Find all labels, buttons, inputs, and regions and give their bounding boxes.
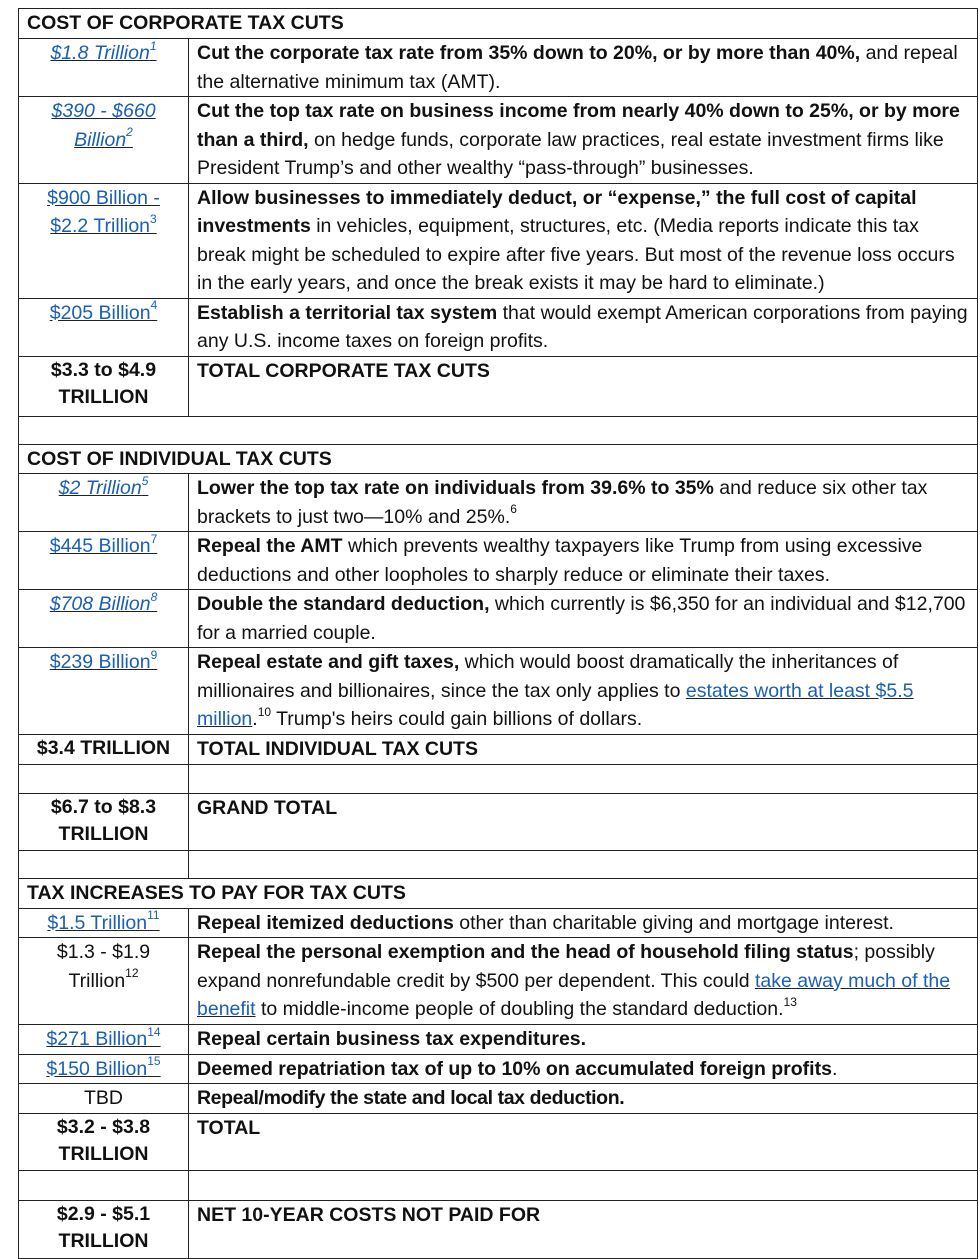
- description-cell: [189, 97, 978, 184]
- amount-cell: [19, 298, 189, 356]
- description-bold: Repeal itemized deductions: [197, 911, 454, 934]
- description-text: ; possibly expand nonrefundable credit by $500 per dependent. This could: [197, 941, 935, 992]
- amount-text: $239 Billion: [49, 651, 151, 673]
- amount-cell: [19, 97, 189, 184]
- total-amount-line2: TRILLION: [58, 1142, 149, 1165]
- tax-cuts-table: [18, 8, 978, 1259]
- amount-cell: [19, 1054, 189, 1084]
- net-amount-line2: TRILLION: [58, 1229, 149, 1252]
- description-cell: [189, 298, 978, 356]
- amount-text: Billion: [74, 128, 127, 151]
- spacer-row: [19, 850, 978, 878]
- amount-text: $1.3 - $1.9: [56, 941, 151, 963]
- grand-total-line2: TRILLION: [58, 822, 149, 845]
- spacer-row: [19, 416, 978, 444]
- amount-cell: [19, 39, 189, 97]
- description-bold: Double the standard deduction,: [197, 593, 490, 615]
- footnote-ref: 15: [147, 1054, 161, 1068]
- footnote-ref: 6: [510, 502, 517, 516]
- table-row: [19, 908, 978, 938]
- section-header-row: [19, 9, 978, 39]
- amount-text: $390 - $660: [51, 100, 156, 122]
- description-text: other than charitable giving and mortgage interest.: [453, 911, 894, 934]
- amount-text: $271 Billion: [46, 1028, 148, 1050]
- footnote-ref: 8: [150, 589, 158, 604]
- footnote-ref: 13: [783, 994, 797, 1009]
- total-amount-line1: $3.2 - $3.8: [56, 1115, 151, 1138]
- amount-text: $2 Trillion: [58, 477, 142, 499]
- footnote-ref: 7: [150, 531, 158, 546]
- spacer-cell: [19, 416, 978, 444]
- grand-total-label: GRAND TOTAL: [189, 793, 978, 850]
- description-cell: [189, 1084, 978, 1114]
- description-text: .: [831, 1057, 838, 1080]
- description-text: which currently is $6,350 for an individual and $12,700 for a married couple.: [197, 593, 966, 644]
- description-text: in vehicles, equipment, structures, etc. (Media reports indicate this tax break might be scheduled to expire after five years. But most of the revenue loss occurs in the early years, and once the break exists it may be hard to eliminate.): [197, 215, 955, 294]
- amount-text: $205 Billion: [49, 301, 151, 324]
- spacer-cell: [189, 1170, 978, 1200]
- footnote-ref: 2: [126, 125, 133, 139]
- table-row: [19, 97, 978, 184]
- spacer-cell: [189, 764, 978, 793]
- description-bold: Establish a territorial tax system: [197, 301, 498, 324]
- description-text: and repeal the alternative minimum tax (AMT).: [197, 42, 958, 93]
- description-text: which would boost dramatically the inheritances of millionaires and billionaires, since the tax only applies to: [197, 651, 899, 702]
- table-row: [19, 532, 978, 590]
- footnote-ref: 4: [150, 298, 158, 312]
- description-bold: Repeal/modify the state and local tax deduction.: [197, 1087, 625, 1109]
- description-cell: [189, 183, 978, 298]
- total-label: TOTAL INDIVIDUAL TAX CUTS: [189, 735, 978, 765]
- table-row: [19, 590, 978, 648]
- take-away-link[interactable]: take away much of the benefit: [197, 969, 951, 1020]
- description-bold: Cut the top tax rate on business income from nearly 40% down to 25%, or by more than a third,: [197, 100, 960, 151]
- description-bold: Repeal estate and gift taxes,: [197, 651, 460, 673]
- amount-text: Trillion: [68, 969, 126, 992]
- amount-link[interactable]: [49, 298, 158, 324]
- description-bold: Repeal the AMT: [197, 535, 343, 557]
- amount-link[interactable]: [58, 473, 149, 499]
- amount-link[interactable]: [46, 1024, 161, 1050]
- amount-text: $445 Billion: [49, 535, 151, 557]
- spacer-cell: [19, 764, 189, 793]
- amount-text: $150 Billion: [46, 1057, 148, 1080]
- amount-text: $708 Billion: [49, 593, 151, 615]
- footnote-ref: 11: [147, 908, 160, 922]
- description-text: .: [252, 708, 258, 730]
- table-row: [19, 1084, 978, 1114]
- total-amount: [19, 356, 189, 416]
- footnote-ref: 9: [150, 647, 158, 662]
- section-title-individual: COST OF INDIVIDUAL TAX CUTS: [19, 444, 978, 474]
- net-cost-row: [19, 1200, 978, 1258]
- amount-text: $1.5 Trillion: [47, 911, 148, 934]
- grand-total-line1: $6.7 to $8.3: [50, 795, 157, 818]
- table-row: [19, 648, 978, 735]
- section-header-row: [19, 878, 978, 908]
- section-header-row: [19, 444, 978, 474]
- description-bold: Repeal certain business tax expenditures.: [197, 1028, 587, 1050]
- description-text: to middle-income people of doubling the standard deduction.: [255, 998, 784, 1020]
- footnote-ref: 1: [149, 38, 157, 53]
- estates-link[interactable]: estates worth at least $5.5 million: [197, 679, 914, 730]
- footnote-ref: 14: [147, 1024, 161, 1039]
- amount-cell: [19, 590, 189, 648]
- description-cell: [189, 1025, 978, 1055]
- spacer-cell: [19, 850, 189, 878]
- amount-link[interactable]: [50, 38, 157, 64]
- total-amount-line1: $3.3 to $4.9: [50, 358, 157, 381]
- description-cell: [189, 474, 978, 532]
- description-cell: [189, 532, 978, 590]
- amount-link[interactable]: [49, 647, 158, 673]
- section-title-corporate: COST OF CORPORATE TAX CUTS: [19, 9, 978, 39]
- footnote-ref: 10: [257, 704, 272, 719]
- net-cost-label: NET 10-YEAR COSTS NOT PAID FOR: [189, 1200, 978, 1258]
- amount-link[interactable]: [49, 531, 158, 557]
- description-text: Trump's heirs could gain billions of dollars.: [271, 708, 643, 730]
- total-amount: [19, 1113, 189, 1170]
- total-label: TOTAL: [189, 1113, 978, 1170]
- amount-text: $900 Billion -: [47, 186, 160, 209]
- amount-cell: [19, 183, 189, 298]
- description-cell: [189, 648, 978, 735]
- total-amount-line2: TRILLION: [58, 385, 149, 408]
- amount-cell: [19, 648, 189, 735]
- footnote-ref: 3: [150, 211, 157, 226]
- spacer-cell: [19, 1170, 189, 1200]
- table-row: [19, 474, 978, 532]
- description-text: on hedge funds, corporate law practices, real estate investment firms like President Trump’s and other wealthy “pass-through” businesses.: [197, 128, 944, 179]
- table-row: [19, 1025, 978, 1055]
- description-bold: Allow businesses to immediately deduct, or “expense,” the full cost of capital investments: [197, 186, 917, 237]
- description-bold: Repeal the personal exemption and the head of household filing status: [197, 941, 854, 963]
- section-title-increases: TAX INCREASES TO PAY FOR TAX CUTS: [19, 878, 978, 908]
- amount-cell: TBD: [19, 1084, 189, 1114]
- table-row: [19, 1054, 978, 1084]
- footnote-ref: 12: [125, 966, 139, 980]
- spacer-row: [19, 764, 978, 793]
- total-row: [19, 735, 978, 765]
- amount-cell: [19, 908, 189, 938]
- amount-link[interactable]: [51, 100, 155, 151]
- net-cost-amount: [19, 1200, 189, 1258]
- description-text: and reduce six other tax brackets to just two—10% and 25%.: [197, 477, 928, 528]
- table-row: [19, 183, 978, 298]
- footnote-ref: 5: [141, 473, 149, 488]
- total-row: [19, 356, 978, 416]
- amount-cell: [19, 532, 189, 590]
- table-row: [19, 938, 978, 1025]
- description-bold: Lower the top tax rate on individuals from 39.6% to 35%: [197, 477, 714, 499]
- description-text: which prevents wealthy taxpayers like Trump from using excessive deductions and other loopholes to sharply reduce or eliminate their taxes.: [197, 535, 923, 586]
- description-cell: [189, 1054, 978, 1084]
- total-row: [19, 1113, 978, 1170]
- spacer-cell: [189, 850, 978, 878]
- description-text: that would exempt American corporations from paying any U.S. income taxes on foreign profits.: [197, 301, 968, 352]
- amount-link[interactable]: [47, 187, 160, 238]
- amount-text: $2.2 Trillion: [50, 215, 151, 237]
- amount-cell: [19, 938, 189, 1025]
- description-cell: [189, 39, 978, 97]
- amount-link[interactable]: [46, 1054, 161, 1080]
- amount-link[interactable]: [47, 908, 160, 934]
- net-amount-line1: $2.9 - $5.1: [56, 1202, 151, 1225]
- amount-cell: [19, 474, 189, 532]
- total-amount: $3.4 TRILLION: [19, 735, 189, 765]
- description-bold: Cut the corporate tax rate from 35% down to 20%, or by more than 40%,: [197, 42, 861, 64]
- table-row: [19, 298, 978, 356]
- description-cell: [189, 590, 978, 648]
- grand-total-row: [19, 793, 978, 850]
- spacer-row: [19, 1170, 978, 1200]
- grand-total-amount: [19, 793, 189, 850]
- total-label: TOTAL CORPORATE TAX CUTS: [189, 356, 978, 416]
- description-bold: Deemed repatriation tax of up to 10% on accumulated foreign profits: [197, 1057, 832, 1080]
- amount-cell: [19, 1025, 189, 1055]
- description-cell: [189, 938, 978, 1025]
- amount-link[interactable]: [49, 589, 158, 615]
- description-cell: [189, 908, 978, 938]
- table-row: [19, 39, 978, 97]
- amount-text: $1.8 Trillion: [50, 42, 150, 64]
